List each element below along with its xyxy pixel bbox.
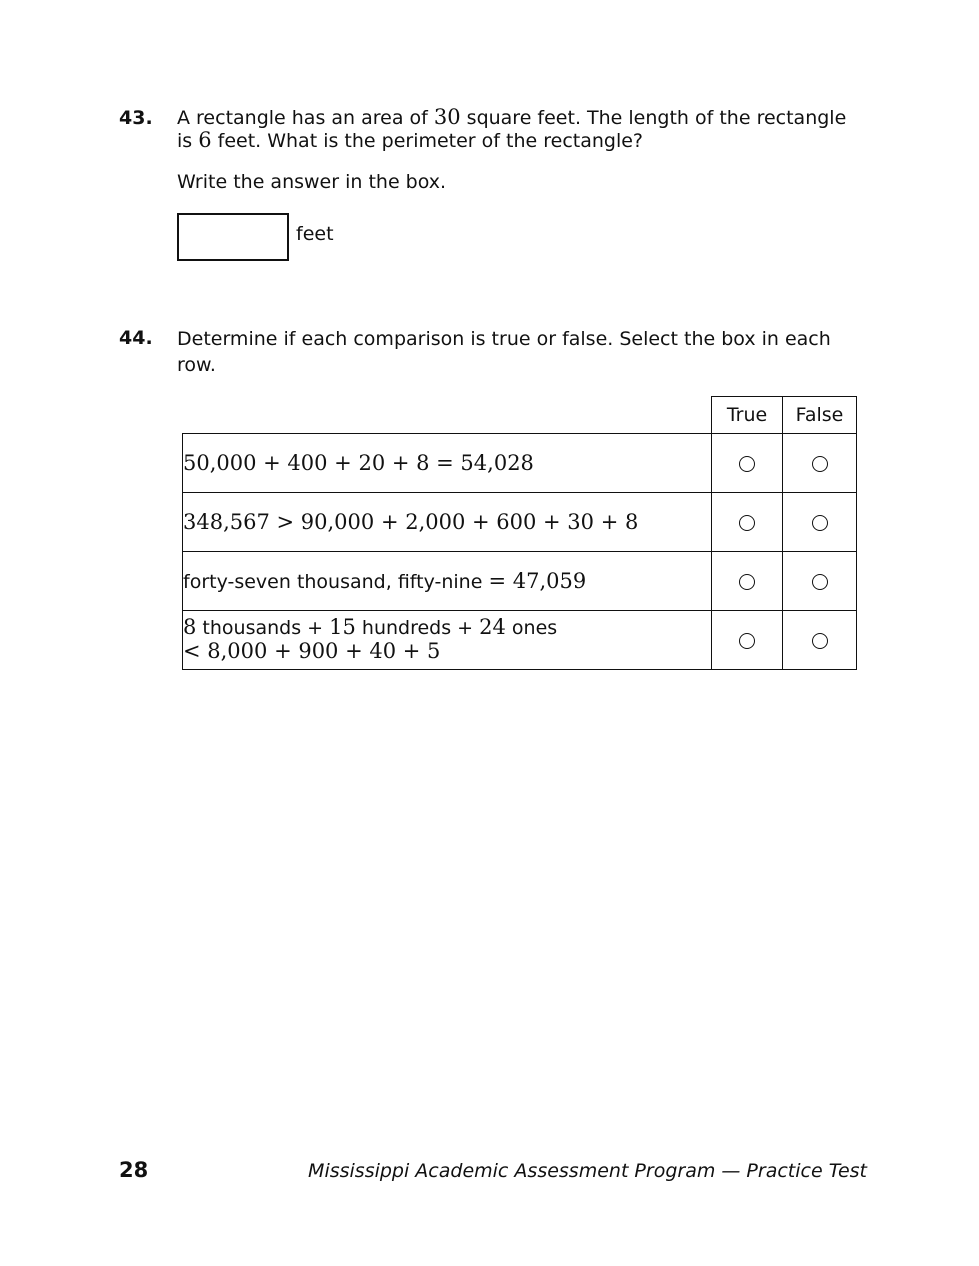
table-row [183, 611, 857, 670]
table-row [183, 434, 857, 493]
row-1-false-option[interactable] [783, 434, 857, 493]
radio-circle-icon[interactable] [812, 574, 828, 590]
comparison-words: hundreds + [355, 617, 480, 639]
table-row [183, 493, 857, 552]
row-4-true-option[interactable] [712, 611, 783, 670]
row-3-true-option[interactable] [712, 552, 783, 611]
radio-circle-icon[interactable] [812, 633, 828, 649]
q43-text-part: is [177, 130, 199, 152]
question-44-number: 44. [119, 327, 153, 349]
comparison-expression [183, 552, 712, 611]
q44-prompt-line: row. [177, 354, 216, 376]
q43-length-value: 6 [198, 128, 212, 152]
q44-prompt-line: Determine if each comparison is true or false. Select the box in each [177, 328, 831, 350]
q43-area-value: 30 [433, 105, 461, 129]
comparison-math: < 8,000 + 900 + 40 + 5 [183, 639, 441, 663]
radio-circle-icon[interactable] [739, 574, 755, 590]
question-43-instruction: Write the answer in the box. [177, 171, 447, 193]
radio-circle-icon[interactable] [739, 515, 755, 531]
radio-circle-icon[interactable] [739, 633, 755, 649]
row-3-false-option[interactable] [783, 552, 857, 611]
footer-title: Mississippi Academic Assessment Program — Practice Test [308, 1160, 867, 1182]
row-2-false-option[interactable] [783, 493, 857, 552]
row-4-false-option[interactable] [783, 611, 857, 670]
row-1-true-option[interactable] [712, 434, 783, 493]
comparison-number: 8 [183, 615, 197, 639]
comparison-expression: 50,000 + 400 + 20 + 8 = 54,028 [183, 434, 712, 493]
comparison-number: 15 [329, 615, 356, 639]
header-false: False [783, 397, 857, 434]
q43-text-part: A rectangle has an area of [177, 107, 434, 129]
radio-circle-icon[interactable] [812, 515, 828, 531]
q43-text-part: square feet. The length of the rectangle [460, 107, 847, 129]
question-43-text [177, 106, 846, 152]
page-number: 28 [119, 1158, 149, 1182]
radio-circle-icon[interactable] [739, 456, 755, 472]
header-blank-cell [183, 397, 712, 434]
answer-unit-label: feet [296, 223, 334, 245]
comparison-words: forty-seven thousand, fifty-nine [183, 571, 489, 593]
question-43-number: 43. [119, 107, 153, 129]
comparison-expression: 348,567 > 90,000 + 2,000 + 600 + 30 + 8 [183, 493, 712, 552]
comparison-words: ones [505, 617, 558, 639]
row-2-true-option[interactable] [712, 493, 783, 552]
header-true: True [712, 397, 783, 434]
radio-circle-icon[interactable] [812, 456, 828, 472]
answer-input-box[interactable] [177, 213, 289, 261]
comparison-number: 24 [479, 615, 506, 639]
table-header-row [183, 397, 857, 434]
q43-text-part: feet. What is the perimeter of the rectangle? [211, 130, 644, 152]
table-row [183, 552, 857, 611]
question-44-prompt [177, 326, 831, 378]
comparison-expression [183, 611, 712, 670]
comparison-words: thousands + [196, 617, 330, 639]
comparison-table [182, 396, 857, 670]
comparison-math: = 47,059 [488, 569, 587, 593]
